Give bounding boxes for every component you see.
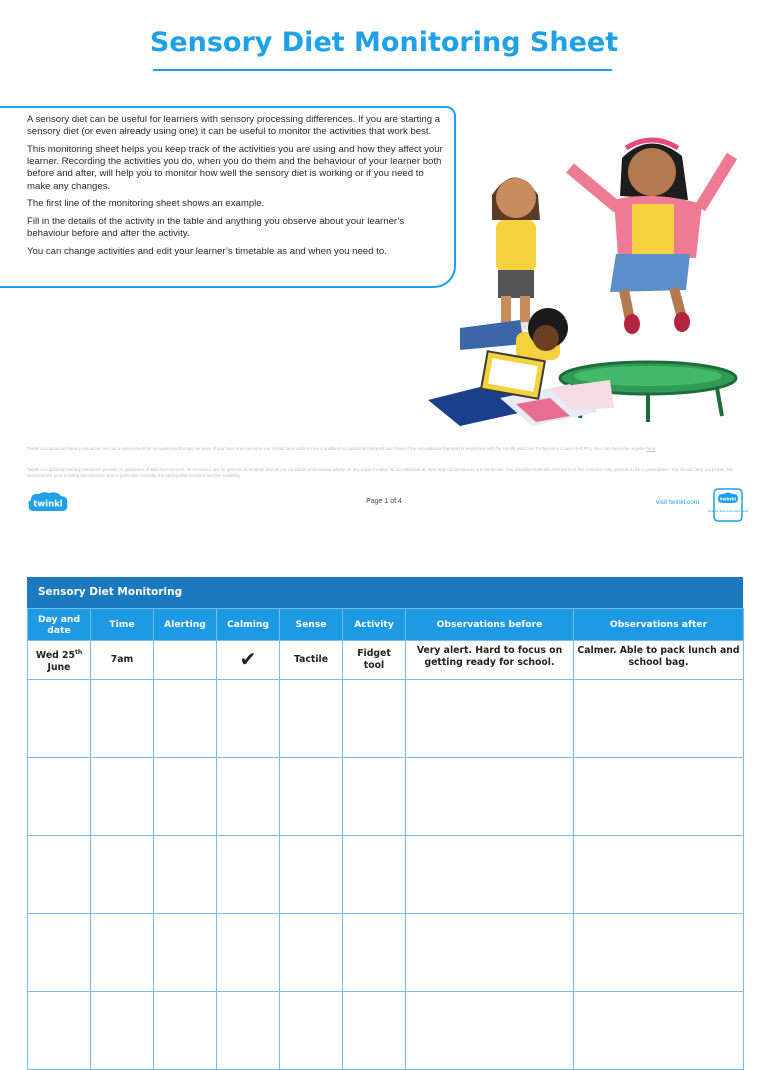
table-row [28,836,744,914]
column-header-time: Time [91,609,154,641]
alerting-cell[interactable] [154,992,217,1070]
hcpc-register-link[interactable]: here [646,446,656,451]
observations-before-cell[interactable] [406,758,574,836]
example-observations-after-cell[interactable]: Calmer. Able to pack lunch and school bag. [574,641,744,680]
monitoring-table [27,608,744,1070]
sense-cell[interactable] [280,992,343,1070]
day-cell[interactable] [28,680,91,758]
lying-boy-illustration [460,308,568,360]
alerting-cell[interactable] [154,836,217,914]
table-row [28,992,744,1070]
badge-subtext: Quality Standard Approved [707,509,749,513]
observations-before-cell[interactable] [406,836,574,914]
observations-before-cell[interactable] [406,992,574,1070]
table-row [28,914,744,992]
column-header-observations-before: Observations before [406,609,574,641]
observations-after-cell[interactable] [574,680,744,758]
calming-cell[interactable] [217,836,280,914]
activity-cell[interactable] [343,680,406,758]
observations-after-cell[interactable] [574,836,744,914]
observations-after-cell[interactable] [574,992,744,1070]
monitoring-table-title: Sensory Diet Monitoring [27,577,743,608]
badge-text: twinkl [720,497,736,503]
time-cell[interactable] [91,758,154,836]
alerting-cell[interactable] [154,680,217,758]
time-cell[interactable] [91,992,154,1070]
disclaimer-1: Twinkl occupational therapy resources are not a replacement for occupational therapy services. If you have any concerns you should seek advice from a qualified occupational therapist and check if the occupational therapist is registered with the Health and Care Professions Council (HCPC). You can check the register [27,446,646,451]
observations-before-cell[interactable] [406,914,574,992]
observations-before-cell[interactable] [406,680,574,758]
activity-cell[interactable] [343,914,406,992]
column-header-calming: Calming [217,609,280,641]
day-cell[interactable] [28,914,91,992]
column-header-alerting: Alerting [154,609,217,641]
example-activity-cell[interactable]: Fidget tool [343,641,406,680]
jumping-girl-illustration [570,140,732,334]
example-row [28,641,744,680]
column-header-observations-after: Observations after [574,609,744,641]
column-header-sense: Sense [280,609,343,641]
observations-after-cell[interactable] [574,758,744,836]
visit-twinkl-link[interactable]: visit twinkl.com [656,499,700,506]
table-row [28,680,744,758]
standing-girl-illustration [492,178,540,331]
example-month: June [47,661,71,673]
logo-text: twinkl [33,499,63,510]
calming-cell[interactable] [217,680,280,758]
table-row [28,758,744,836]
calming-cell[interactable] [217,914,280,992]
example-day-cell[interactable] [28,641,91,680]
monitoring-sheet [27,577,743,1070]
calming-cell[interactable] [217,758,280,836]
example-time-cell[interactable]: 7am [91,641,154,680]
page-number: Page 1 of 4 [366,498,402,505]
intro-paragraph: The first line of the monitoring sheet shows an example. [27,198,265,210]
intro-paragraph: Fill in the details of the activity in the table and anything you observe about your learner’s behaviour before and after the activity. [27,215,405,240]
checkmark-icon: ✔ [239,647,257,672]
time-cell[interactable] [91,914,154,992]
calming-cell[interactable] [217,992,280,1070]
intro-paragraph: A sensory diet can be useful for learners with sensory processing differences. If you are starting a sensory diet (or even already using one) it can be useful to monitor the activities that work best. [27,114,441,138]
day-cell[interactable] [28,758,91,836]
example-sense-cell[interactable]: Tactile [280,641,343,680]
example-day-suffix: th [74,648,83,656]
activity-cell[interactable] [343,758,406,836]
activity-cell[interactable] [343,836,406,914]
activity-cell[interactable] [343,992,406,1070]
time-cell[interactable] [91,836,154,914]
alerting-cell[interactable] [154,758,217,836]
page-title: Sensory Diet Monitoring Sheet [149,27,619,58]
alerting-cell[interactable] [154,914,217,992]
day-cell[interactable] [28,836,91,914]
example-alerting-cell[interactable] [154,641,217,680]
intro-paragraph: You can change activities and edit your learner’s timetable as and when you need to. [27,245,387,257]
column-header-day: Day and date [28,609,91,641]
time-cell[interactable] [91,680,154,758]
example-day: Wed 25 [35,649,75,661]
sense-cell[interactable] [280,680,343,758]
column-header-activity: Activity [343,609,406,641]
disclaimer-text-2: Twinkl occupational therapy resources provide no guarantee of skill improvement. All resources are for general information and do not constitute professional advice on any subject matter for an individual as facts and circumstances are not known. The activities/materials referred to in this resource may present a risk to participants. You should carry out proper risk assessments prior to using this resource and in particular, consider the participants involved and the suitability [27,467,733,478]
example-calming-cell[interactable] [217,641,280,680]
observations-after-cell[interactable] [574,914,744,992]
disclaimer-text [27,446,739,452]
intro-paragraph: This monitoring sheet helps you keep track of the activities you are using and how they affect your learner. Recording the activities you do, when you do them and the behaviour of your learner both before and after, will help you to monitor how well the sensory diet is working or if you need to make any changes. [27,143,443,192]
sense-cell[interactable] [280,914,343,992]
children-illustration [420,120,750,450]
books-illustration [428,351,614,426]
quality-standard-badge [707,488,749,522]
sense-cell[interactable] [280,836,343,914]
title-underline [153,69,612,71]
table-header-row [28,609,744,641]
intro-box [0,106,456,288]
day-cell[interactable] [28,992,91,1070]
sense-cell[interactable] [280,758,343,836]
example-observations-before-cell[interactable]: Very alert. Hard to focus on getting ready for school. [406,641,574,680]
